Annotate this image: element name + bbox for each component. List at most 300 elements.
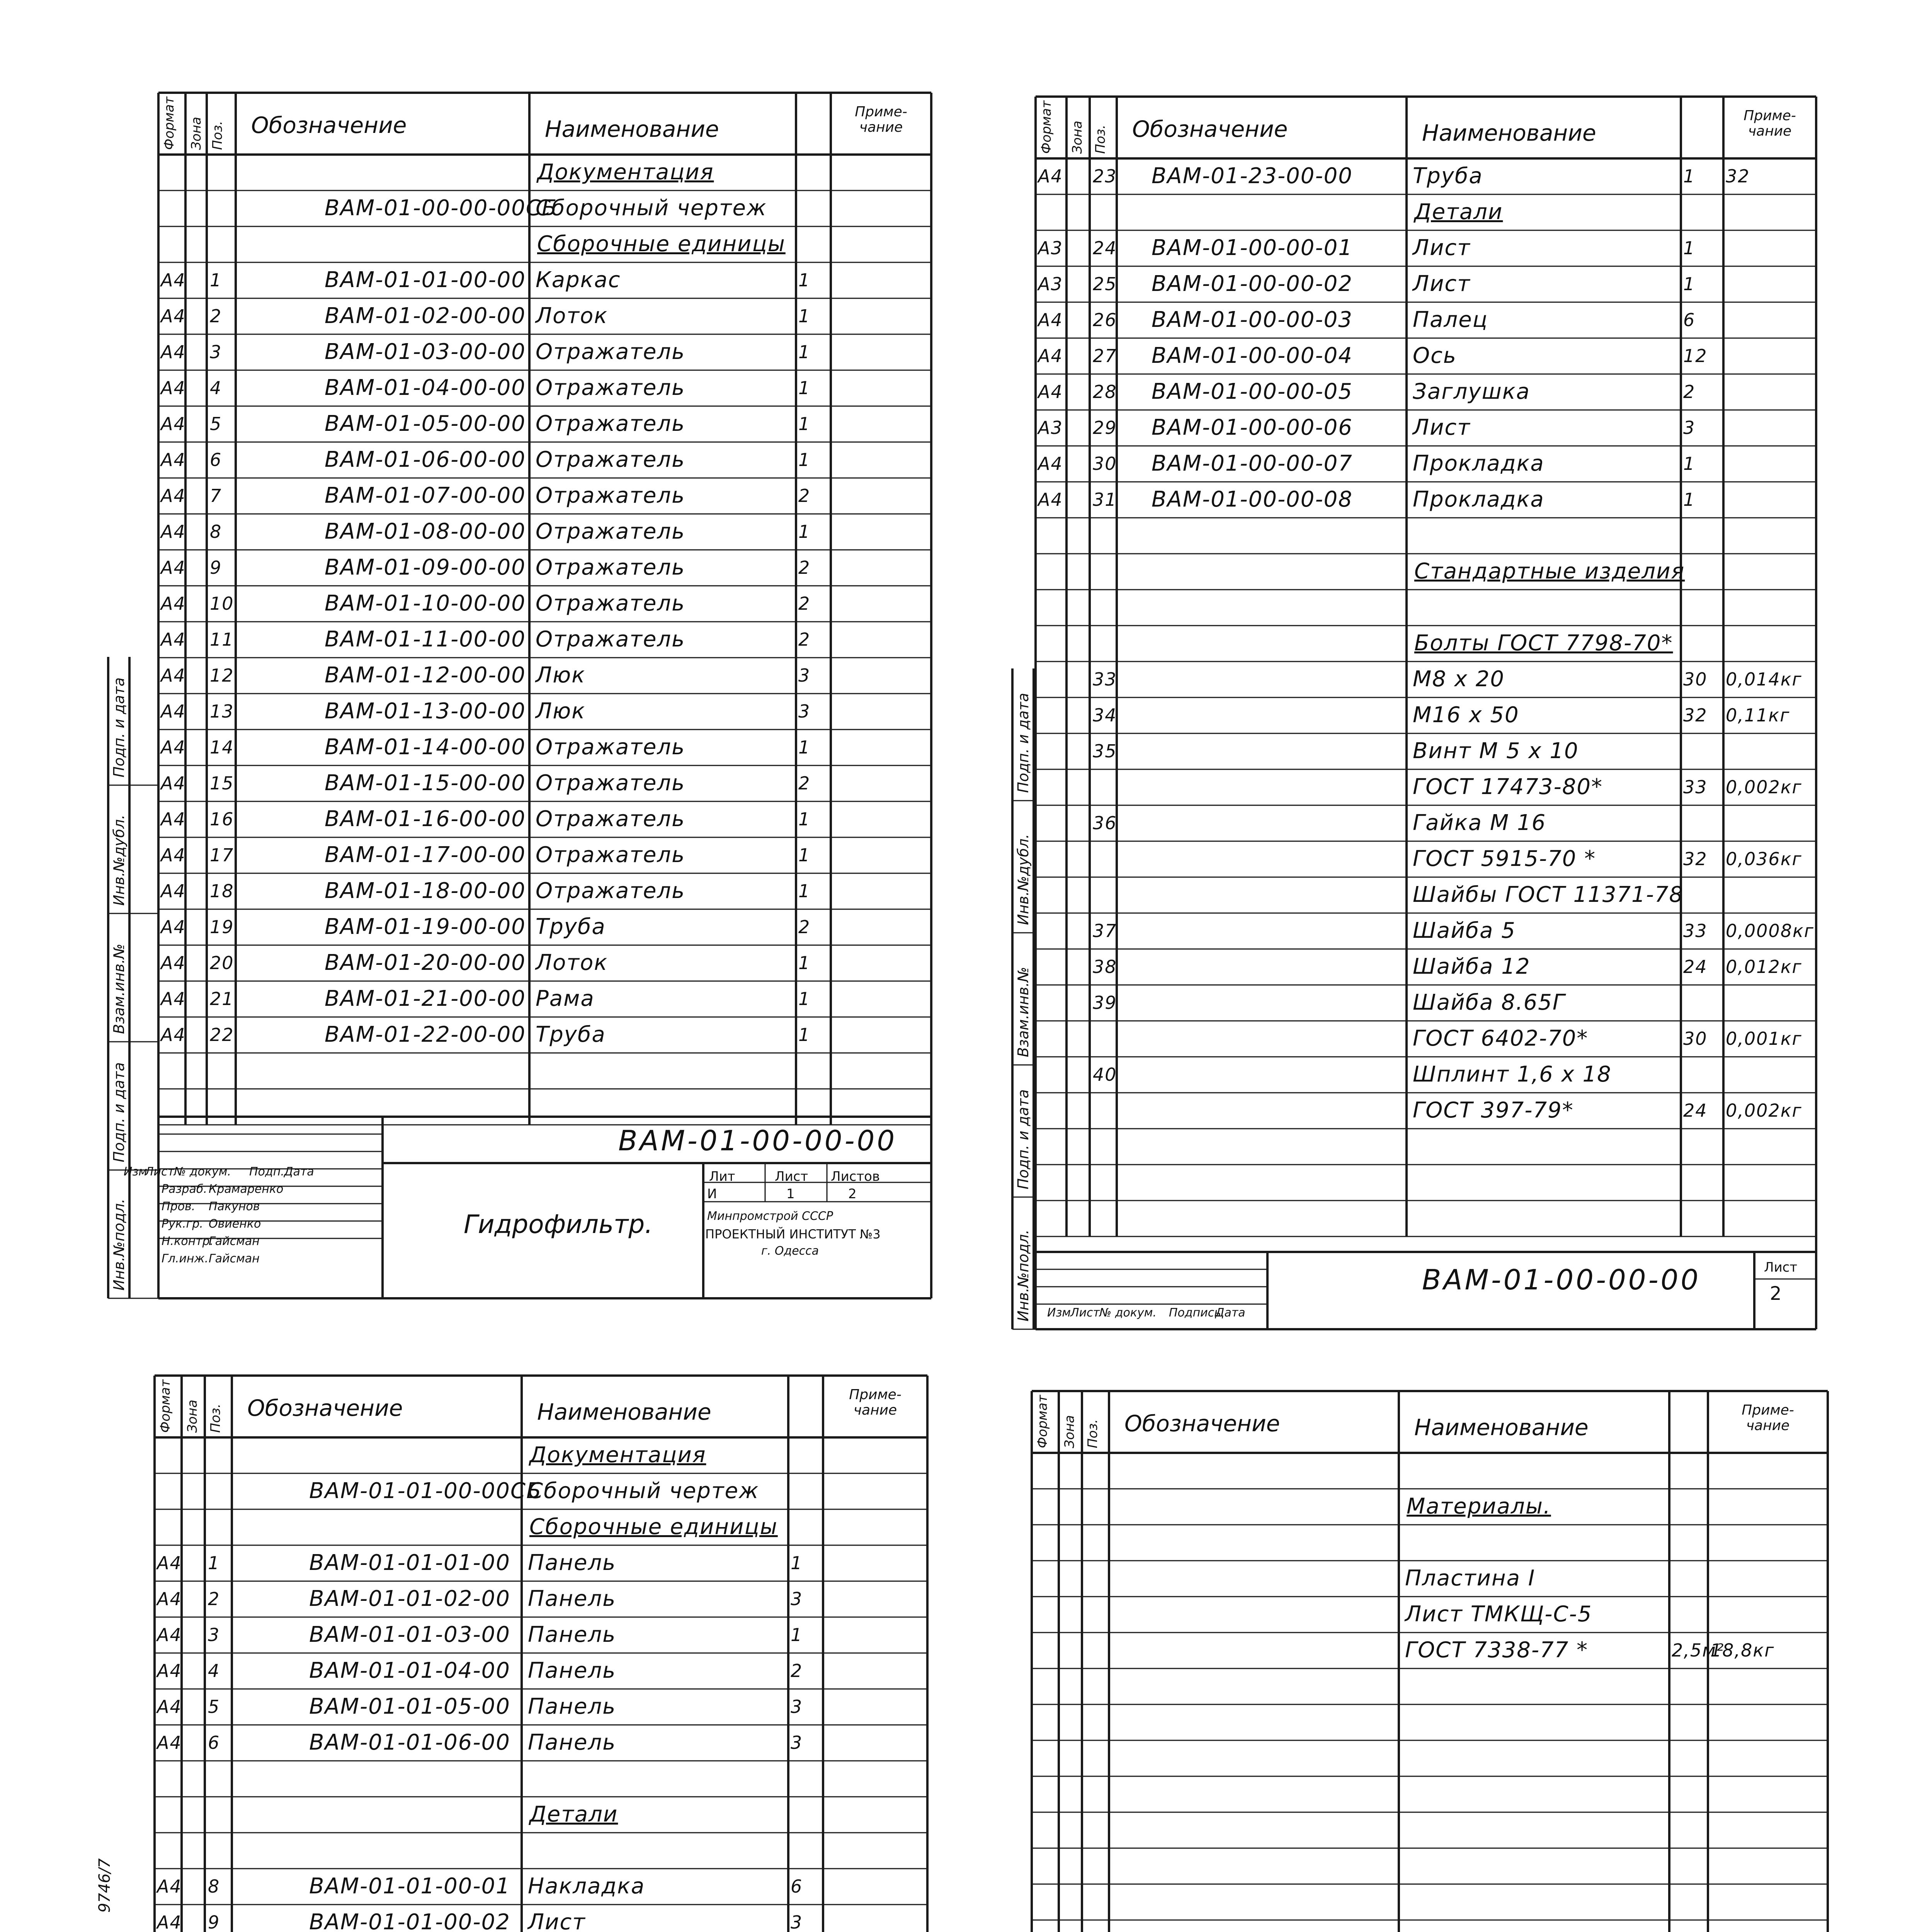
header-format: Формат (1039, 100, 1054, 154)
row-position: 28 (1093, 381, 1117, 402)
row-name: Труба (536, 1022, 606, 1047)
row-position: 2 (210, 305, 222, 327)
row-format: А4 (161, 665, 186, 686)
section-heading: Детали (529, 1801, 618, 1827)
section-heading: Документация (529, 1442, 706, 1468)
header-pos: Поз. (210, 121, 225, 150)
row-quantity: 1 (798, 952, 811, 973)
row-format: А4 (157, 1660, 182, 1681)
row-format: А4 (1038, 309, 1063, 330)
row-designation: ВАМ-01-19-00-00 (325, 914, 526, 939)
row-quantity: 1 (798, 341, 811, 362)
row-name: Сборочный чертеж (536, 195, 767, 221)
header-zona: Зона (1070, 121, 1085, 154)
row-format: А4 (157, 1696, 182, 1717)
row-designation: ВАМ-01-13-00-00 (325, 698, 526, 724)
row-quantity: 1 (1683, 453, 1696, 474)
row-quantity: 1 (1683, 489, 1696, 510)
row-designation: ВАМ-01-16-00-00 (325, 806, 526, 832)
row-position: 15 (210, 772, 234, 794)
row-name: Панель (528, 1694, 616, 1719)
row-position: 16 (210, 808, 234, 830)
row-name: Лоток (536, 950, 608, 975)
row-position: 6 (210, 449, 222, 470)
header-zona: Зона (189, 117, 204, 150)
row-designation: ВАМ-01-00-00-05 (1152, 379, 1353, 404)
row-designation: ВАМ-01-01-00-01 (309, 1873, 510, 1899)
row-designation: ВАМ-01-01-02-00 (309, 1586, 510, 1611)
header-primechanie: Приме- чание (849, 1387, 902, 1418)
row-designation: ВАМ-01-01-04-00 (309, 1658, 510, 1683)
row-position: 12 (210, 665, 234, 686)
row-note: 0,012кг (1726, 956, 1802, 977)
row-quantity: 33 (1683, 776, 1708, 798)
row-quantity: 32 (1683, 848, 1708, 869)
row-quantity: 2,5м² (1672, 1639, 1725, 1661)
row-format: А4 (161, 988, 186, 1009)
row-designation: ВАМ-01-01-06-00 (309, 1730, 510, 1755)
sidebar-label: Инв.№подл. (1015, 1229, 1032, 1321)
section-heading: Материалы. (1407, 1493, 1551, 1519)
row-position: 5 (208, 1696, 220, 1717)
row-quantity: 1 (1683, 237, 1696, 259)
row-note: 0,11кг (1726, 704, 1790, 726)
row-designation: ВАМ-01-00-00-02 (1152, 271, 1353, 296)
row-designation: ВАМ-01-01-00-02 (309, 1909, 510, 1932)
row-designation: ВАМ-01-09-00-00 (325, 554, 526, 580)
row-note: 0,002кг (1726, 1100, 1802, 1121)
row-name: Отражатель (536, 519, 685, 544)
row-designation: ВАМ-01-11-00-00 (325, 626, 526, 652)
row-format: А4 (157, 1732, 182, 1753)
row-name: Отражатель (536, 375, 685, 400)
sheet-2-list-label: Лист (1764, 1260, 1798, 1275)
sheet-1-org-line3: г. Одесса (761, 1244, 819, 1258)
row-name: М8 х 20 (1413, 666, 1505, 692)
row-quantity: 30 (1683, 668, 1708, 690)
row-name: Отражатель (536, 590, 685, 616)
row-designation: ВАМ-01-00-00-03 (1152, 307, 1353, 332)
sheet-1-sign-h-doc: № докум. (174, 1165, 231, 1179)
sheet-1-org-line2: ПРОЕКТНЫЙ ИНСТИТУТ №3 (705, 1227, 881, 1242)
row-note: 0,001кг (1726, 1028, 1802, 1049)
row-format: А4 (161, 521, 186, 542)
row-name: ГОСТ 5915-70 * (1413, 846, 1596, 871)
row-name: Лист (1413, 271, 1471, 296)
row-format: А4 (157, 1624, 182, 1645)
sheet-1-lit-label: Лит (709, 1169, 735, 1184)
sheet-1-title: Гидрофильтр. (464, 1209, 653, 1239)
row-quantity: 33 (1683, 920, 1708, 941)
row-designation: ВАМ-01-06-00-00 (325, 447, 526, 472)
row-format: А4 (161, 701, 186, 722)
header-pos: Поз. (1085, 1419, 1101, 1448)
row-quantity: 3 (798, 701, 811, 722)
row-position: 9 (208, 1912, 220, 1932)
row-name: Отражатель (536, 554, 685, 580)
row-quantity: 1 (798, 449, 811, 470)
spec-sheet-4 (1020, 1383, 1828, 1932)
sheet-1-lit-value: И (707, 1186, 717, 1202)
sheet-1-list-label: Лист (775, 1169, 808, 1184)
row-format: А4 (157, 1552, 182, 1573)
row-format: А4 (161, 341, 186, 362)
row-name: ГОСТ 17473-80* (1413, 774, 1603, 799)
row-name: Отражатель (536, 339, 685, 364)
row-name: ГОСТ 7338-77 * (1405, 1637, 1589, 1663)
signature-role: Разраб. (162, 1182, 207, 1196)
row-name: Винт М 5 х 10 (1413, 738, 1579, 764)
sidebar-label: Взам.инв.№ (1015, 967, 1032, 1057)
row-quantity: 2 (798, 916, 811, 937)
sidebar-label: Инв.№дубл. (1015, 834, 1032, 925)
row-quantity: 30 (1683, 1028, 1708, 1049)
row-format: А4 (161, 772, 186, 794)
row-quantity: 12 (1683, 345, 1708, 366)
sheet-2-sign-h-data: Дата (1215, 1306, 1245, 1320)
row-name: Панель (528, 1658, 616, 1683)
row-format: А4 (161, 377, 186, 398)
row-note: 0,0008кг (1726, 920, 1814, 941)
row-format: А4 (161, 269, 186, 291)
row-position: 6 (208, 1732, 220, 1753)
sheet-1-sign-h-list: Лист (145, 1165, 175, 1179)
row-name: Гайка М 16 (1413, 810, 1546, 835)
row-designation: ВАМ-01-12-00-00 (325, 662, 526, 688)
header-primechanie: Приме- чание (855, 104, 907, 135)
row-position: 11 (210, 629, 234, 650)
row-quantity: 1 (798, 736, 811, 758)
row-name: Прокладка (1413, 451, 1544, 476)
row-quantity: 1 (791, 1552, 803, 1573)
row-quantity: 32 (1683, 704, 1708, 726)
row-quantity: 2 (1683, 381, 1696, 402)
header-format: Формат (162, 97, 177, 150)
row-name: Люк (536, 698, 586, 724)
row-name: Отражатель (536, 734, 685, 760)
row-position: 7 (210, 485, 222, 506)
signature-name: Гайсман (209, 1252, 260, 1265)
row-position: 13 (210, 701, 234, 722)
row-note: 18,8кг (1710, 1639, 1775, 1661)
row-designation: ВАМ-01-03-00-00 (325, 339, 526, 364)
row-quantity: 1 (791, 1624, 803, 1645)
row-name: Отражатель (536, 806, 685, 832)
section-heading: Документация (537, 159, 714, 185)
row-position: 23 (1093, 165, 1117, 187)
row-name: Панель (528, 1730, 616, 1755)
row-designation: ВАМ-01-17-00-00 (325, 842, 526, 867)
row-position: 10 (210, 593, 234, 614)
row-name: ГОСТ 6402-70* (1413, 1026, 1589, 1051)
row-designation: ВАМ-01-00-00-04 (1152, 343, 1353, 368)
row-position: 37 (1093, 920, 1117, 941)
row-quantity: 1 (1683, 165, 1696, 187)
row-designation: ВАМ-01-01-00-00 (325, 267, 526, 293)
row-position: 38 (1093, 956, 1117, 977)
header-naimenovanie: Наименование (545, 116, 719, 142)
row-quantity: 24 (1683, 956, 1708, 977)
row-quantity: 1 (798, 808, 811, 830)
row-quantity: 1 (798, 305, 811, 327)
row-designation: ВАМ-01-15-00-00 (325, 770, 526, 796)
row-position: 20 (210, 952, 234, 973)
row-designation: ВАМ-01-00-00-08 (1152, 486, 1353, 512)
row-quantity: 2 (791, 1660, 803, 1681)
header-naimenovanie: Наименование (1414, 1414, 1589, 1440)
sheet-1-sign-h-data: Дата (284, 1165, 314, 1179)
row-name: Отражатель (536, 411, 685, 436)
row-name: Пластина I (1405, 1565, 1536, 1591)
row-quantity: 3 (791, 1588, 803, 1609)
row-position: 17 (210, 844, 234, 866)
row-format: А4 (161, 305, 186, 327)
header-naimenovanie: Наименование (537, 1399, 711, 1425)
row-position: 29 (1093, 417, 1117, 438)
row-name: Лист ТМКЩ-С-5 (1405, 1601, 1592, 1627)
row-position: 40 (1093, 1064, 1117, 1085)
header-zona: Зона (1062, 1415, 1077, 1448)
row-name: Сборочный чертеж (528, 1478, 759, 1503)
row-note: 0,036кг (1726, 848, 1802, 869)
row-position: 27 (1093, 345, 1117, 366)
row-position: 35 (1093, 740, 1117, 762)
row-format: А4 (1038, 489, 1063, 510)
row-position: 21 (210, 988, 234, 1009)
row-position: 24 (1093, 237, 1117, 259)
row-position: 19 (210, 916, 234, 937)
sheet-3-side-number: 9746/7 (96, 1858, 114, 1913)
row-format: А4 (161, 736, 186, 758)
row-designation: ВАМ-01-08-00-00 (325, 519, 526, 544)
sheet-2-sign-h-podp: Подпись (1169, 1306, 1221, 1320)
row-format: А4 (161, 1024, 186, 1045)
row-quantity: 3 (798, 665, 811, 686)
row-position: 33 (1093, 668, 1117, 690)
row-designation: ВАМ-01-23-00-00 (1152, 163, 1353, 189)
row-note: 32 (1726, 165, 1750, 187)
sidebar-label: Подп. и дата (1015, 1089, 1032, 1189)
row-name: Труба (536, 914, 606, 939)
header-naimenovanie: Наименование (1422, 120, 1596, 146)
row-quantity: 2 (798, 557, 811, 578)
row-format: А4 (1038, 345, 1063, 366)
sidebar-label: Взам.инв.№ (111, 944, 128, 1034)
row-name: Лист (1413, 235, 1471, 260)
row-format: А4 (161, 880, 186, 901)
row-format: А4 (161, 485, 186, 506)
spec-sheet-2 (1015, 89, 1816, 1341)
signature-name: Овиенко (209, 1217, 261, 1231)
row-quantity: 2 (798, 629, 811, 650)
row-quantity: 3 (791, 1696, 803, 1717)
row-format: А4 (161, 952, 186, 973)
row-quantity: 6 (791, 1876, 803, 1897)
row-designation: ВАМ-01-04-00-00 (325, 375, 526, 400)
row-designation: ВАМ-01-14-00-00 (325, 734, 526, 760)
row-quantity: 1 (798, 880, 811, 901)
row-designation: ВАМ-01-00-00-00СБ (325, 195, 558, 221)
row-quantity: 1 (798, 269, 811, 291)
row-name: ГОСТ 397-79* (1413, 1097, 1574, 1123)
section-heading: Стандартные изделия (1414, 558, 1685, 584)
sheet-1-sign-h-podp: Подп. (249, 1165, 284, 1179)
sheet-2-doc-number: ВАМ-01-00-00-00 (1422, 1264, 1701, 1296)
row-quantity: 1 (798, 1024, 811, 1045)
row-designation: ВАМ-01-02-00-00 (325, 303, 526, 328)
row-position: 4 (210, 377, 222, 398)
sheet-3-grid (89, 1364, 927, 1932)
row-position: 39 (1093, 992, 1117, 1013)
row-note: 0,014кг (1726, 668, 1802, 690)
row-format: А3 (1038, 237, 1063, 259)
signature-name: Крамаренко (209, 1182, 284, 1196)
row-name: Отражатель (536, 626, 685, 652)
row-name: Панель (528, 1622, 616, 1647)
signature-name: Гайсман (209, 1235, 260, 1248)
row-quantity: 2 (798, 772, 811, 794)
signature-role: Гл.инж. (162, 1252, 209, 1265)
header-oboznachenie: Обозначение (1124, 1410, 1280, 1437)
row-quantity: 1 (798, 413, 811, 434)
row-designation: ВАМ-01-01-03-00 (309, 1622, 510, 1647)
row-format: А4 (161, 916, 186, 937)
row-position: 9 (210, 557, 222, 578)
header-oboznachenie: Обозначение (251, 112, 407, 138)
sheet-1-sign-h-izm: Изм (124, 1165, 148, 1179)
row-position: 31 (1093, 489, 1117, 510)
row-quantity: 2 (798, 593, 811, 614)
row-designation: ВАМ-01-00-00-07 (1152, 451, 1353, 476)
row-quantity: 1 (798, 844, 811, 866)
row-position: 8 (208, 1876, 220, 1897)
row-name: Прокладка (1413, 486, 1544, 512)
sidebar-label: Подп. и дата (111, 1062, 128, 1162)
header-pos: Поз. (1093, 124, 1108, 154)
sheet-1-listov-value: 2 (848, 1186, 857, 1202)
row-format: А4 (161, 593, 186, 614)
section-heading: Сборочные единицы (529, 1514, 778, 1539)
row-position: 2 (208, 1588, 220, 1609)
spec-sheet-1 (104, 77, 931, 1318)
signature-role: Рук.гр. (162, 1217, 203, 1231)
row-quantity: 1 (798, 988, 811, 1009)
row-name: Каркас (536, 267, 621, 293)
row-name: Палец (1413, 307, 1488, 332)
row-format: А4 (157, 1588, 182, 1609)
row-position: 1 (210, 269, 222, 291)
row-name: Рама (536, 986, 595, 1011)
row-format: А4 (161, 449, 186, 470)
row-format: А4 (1038, 453, 1063, 474)
row-position: 26 (1093, 309, 1117, 330)
signature-name: Пакунов (209, 1200, 260, 1213)
row-note: 0,002кг (1726, 776, 1802, 798)
row-name: Труба (1413, 163, 1483, 189)
row-designation: ВАМ-01-07-00-00 (325, 483, 526, 508)
signature-role: Пров. (162, 1200, 196, 1213)
header-oboznachenie: Обозначение (247, 1395, 403, 1421)
row-name: Ось (1413, 343, 1457, 368)
header-zona: Зона (185, 1400, 200, 1433)
row-format: А3 (1038, 417, 1063, 438)
section-heading: Болты ГОСТ 7798-70* (1414, 630, 1673, 656)
row-designation: ВАМ-01-00-00-06 (1152, 415, 1353, 440)
header-oboznachenie: Обозначение (1132, 116, 1288, 142)
row-name: Шайба 5 (1413, 918, 1516, 943)
row-position: 25 (1093, 273, 1117, 294)
sidebar-label: Подп. и дата (111, 677, 128, 777)
row-format: А4 (161, 808, 186, 830)
row-quantity: 2 (798, 485, 811, 506)
sheet-1-org-line1: Минпромстрой СССР (707, 1209, 833, 1223)
row-designation: ВАМ-01-22-00-00 (325, 1022, 526, 1047)
row-format: А4 (161, 413, 186, 434)
sheet-1-doc-number: ВАМ-01-00-00-00 (618, 1124, 897, 1157)
sheet-1-listov-label: Листов (831, 1169, 880, 1184)
row-name: Отражатель (536, 878, 685, 903)
row-designation: ВАМ-01-21-00-00 (325, 986, 526, 1011)
header-pos: Поз. (208, 1403, 223, 1433)
section-heading: Детали (1414, 199, 1503, 224)
row-format: А3 (1038, 273, 1063, 294)
row-name: Лист (528, 1909, 586, 1932)
spec-sheet-3 (89, 1364, 927, 1932)
row-designation: ВАМ-01-05-00-00 (325, 411, 526, 436)
row-position: 14 (210, 736, 234, 758)
section-heading: Сборочные единицы (537, 231, 786, 257)
row-position: 22 (210, 1024, 234, 1045)
row-position: 3 (208, 1624, 220, 1645)
row-name: Лист (1413, 415, 1471, 440)
row-designation: ВАМ-01-20-00-00 (325, 950, 526, 975)
row-name: Шплинт 1,6 х 18 (1413, 1061, 1612, 1087)
row-quantity: 1 (798, 521, 811, 542)
row-position: 18 (210, 880, 234, 901)
row-designation: ВАМ-01-01-01-00 (309, 1550, 510, 1575)
row-quantity: 24 (1683, 1100, 1708, 1121)
row-position: 4 (208, 1660, 220, 1681)
sheet-2-sign-h-doc: № докум. (1099, 1306, 1157, 1320)
row-position: 30 (1093, 453, 1117, 474)
row-designation: ВАМ-01-01-00-00СБ (309, 1478, 542, 1503)
signature-role: Н.контр. (162, 1235, 214, 1248)
row-position: 3 (210, 341, 222, 362)
row-format: А4 (1038, 165, 1063, 187)
row-name: Отражатель (536, 770, 685, 796)
row-position: 36 (1093, 812, 1117, 833)
row-name: Шайба 8.65Г (1413, 990, 1566, 1015)
row-name: Отражатель (536, 483, 685, 508)
row-format: А4 (157, 1876, 182, 1897)
row-designation: ВАМ-01-00-00-01 (1152, 235, 1353, 260)
row-name: Шайба 12 (1413, 954, 1531, 979)
row-format: А4 (161, 629, 186, 650)
sidebar-label: Инв.№дубл. (111, 815, 128, 906)
row-format: А4 (1038, 381, 1063, 402)
row-position: 8 (210, 521, 222, 542)
row-designation: ВАМ-01-01-05-00 (309, 1694, 510, 1719)
sidebar-label: Подп. и дата (1015, 693, 1032, 793)
row-name: Заглушка (1413, 379, 1530, 404)
row-name: Панель (528, 1550, 616, 1575)
row-quantity: 6 (1683, 309, 1696, 330)
row-designation: ВАМ-01-10-00-00 (325, 590, 526, 616)
row-quantity: 1 (798, 377, 811, 398)
sheet-1-list-value: 1 (786, 1186, 795, 1202)
row-name: Люк (536, 662, 586, 688)
row-format: А4 (161, 557, 186, 578)
